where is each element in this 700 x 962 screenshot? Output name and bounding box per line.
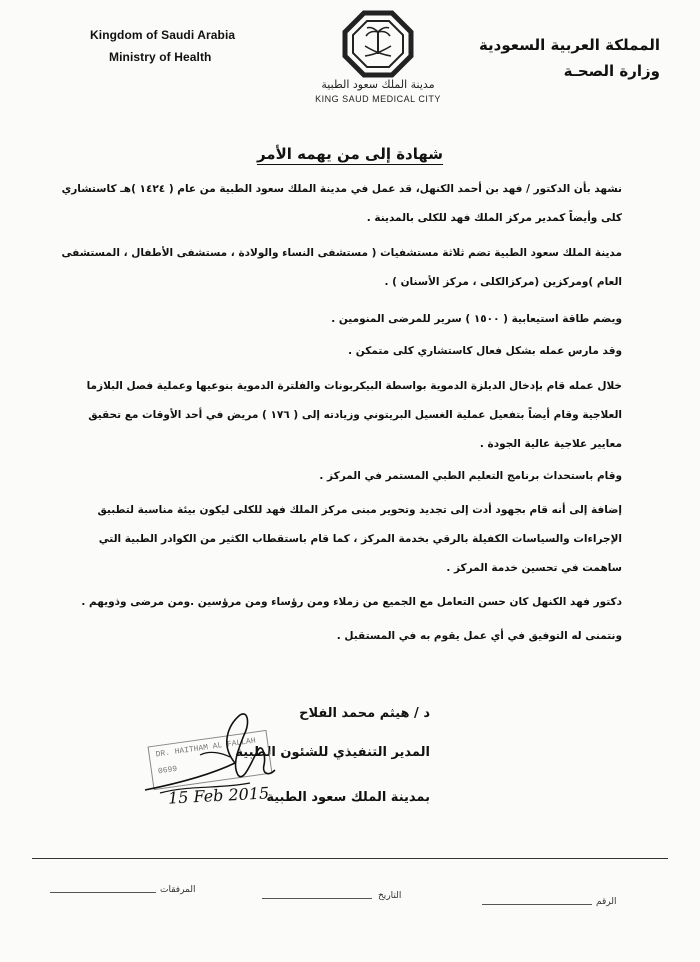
body-line: ساهمت في تحسين خدمة المركز .: [446, 562, 622, 574]
stamp-line: DR. HAITHAM AL FALLAH: [155, 736, 257, 760]
body-line: وقد مارس عمله بشكل فعال كاستشاري كلى متمكن .: [348, 345, 622, 357]
logo-ar-text: مدينة الملك سعود الطبية: [321, 78, 435, 91]
header-en-kingdom: Kingdom of Saudi Arabia: [90, 28, 236, 42]
number-label: الرقم: [596, 897, 617, 907]
body-line: العلاجية وقام أيضاً بتفعيل عملية الغسيل البريتوني وزيادته إلى ( ١٧٦ ) مريض في أحد الأوقات مع تحقيق: [88, 409, 622, 421]
handwritten-date: 15 Feb 2015: [167, 783, 270, 808]
body-line: مدينة الملك سعود الطبية تضم ثلاثة مستشفيات ( مستشفى النساء والولادة ، مستشفى الأطفال ، المستشفى: [61, 247, 622, 259]
body-line: إضافة إلى أنه قام بجهود أدت إلى تجديد وتحوير مبنى مركز الملك فهد للكلى ليكون بيئة مناسبة لتطبيق: [97, 504, 622, 516]
body-line: معايير علاجية عالية الجودة .: [479, 438, 622, 450]
ksmc-logo: [338, 10, 418, 80]
signatory-place: بمدينة الملك سعود الطبية: [266, 790, 430, 805]
attachments-label: المرفقات: [160, 885, 196, 895]
header-en-ministry: Ministry of Health: [109, 50, 212, 64]
body-line: خلال عمله قام بإدخال الديلزة الدموية بواسطة البيكربونات والفلترة الدموية بنوعيها وعملية فصل البلازما: [86, 380, 622, 392]
number-field-line: [482, 904, 592, 905]
body-line: العام )ومركزين (مركزالكلى ، مركز الأسنان ) .: [384, 276, 622, 288]
attachments-field-line: [50, 892, 156, 893]
signatory-position: المدير التنفيذي للشئون الطبية: [235, 745, 430, 760]
date-label: التاريخ: [378, 891, 402, 901]
body-line: وقام باستحداث برنامج التعليم الطبي المستمر في المركز .: [319, 470, 622, 482]
header-ar-kingdom: المملكة العربية السعودية: [478, 36, 660, 54]
body-line: ونتمنى له التوفيق في أي عمل يقوم به في المستقبل .: [336, 630, 622, 642]
certificate-title: شهادة إلى من يهمه الأمر: [256, 145, 444, 163]
body-line: نشهد بأن الدكتور / فهد بن أحمد الكنهل، قد عمل في مدينة الملك سعود الطبية من عام ( ١٤٢٤ )هـ كاستشاري: [61, 183, 622, 195]
stamp-line: 0699: [157, 764, 178, 777]
footer-divider: [32, 858, 668, 859]
body-line: الإجراءات والسياسات الكفيلة بالرقي بخدمة المركز ، كما قام باستقطاب الكثير من الكوادر الطبية التي: [98, 533, 622, 545]
logo-en-text: KING SAUD MEDICAL CITY: [315, 94, 441, 104]
ksmc-emblem-icon: [338, 10, 418, 80]
body-line: دكتور فهد الكنهل كان حسن التعامل مع الجميع من زملاء ومن رؤساء ومن مرؤسين .ومن مرضى وذويهم .: [81, 596, 622, 608]
signatory-name: د / هيثم محمد الفلاح: [299, 706, 430, 721]
body-line: كلى وأيضاً كمدير مركز الملك فهد للكلى بالمدينة .: [366, 212, 622, 224]
body-line: ويضم طاقة استيعابية ( ١٥٠٠ ) سرير للمرضى المنومين .: [331, 313, 622, 325]
date-field-line: [262, 898, 372, 899]
header-ar-ministry: وزارة الصحـة: [563, 62, 660, 80]
